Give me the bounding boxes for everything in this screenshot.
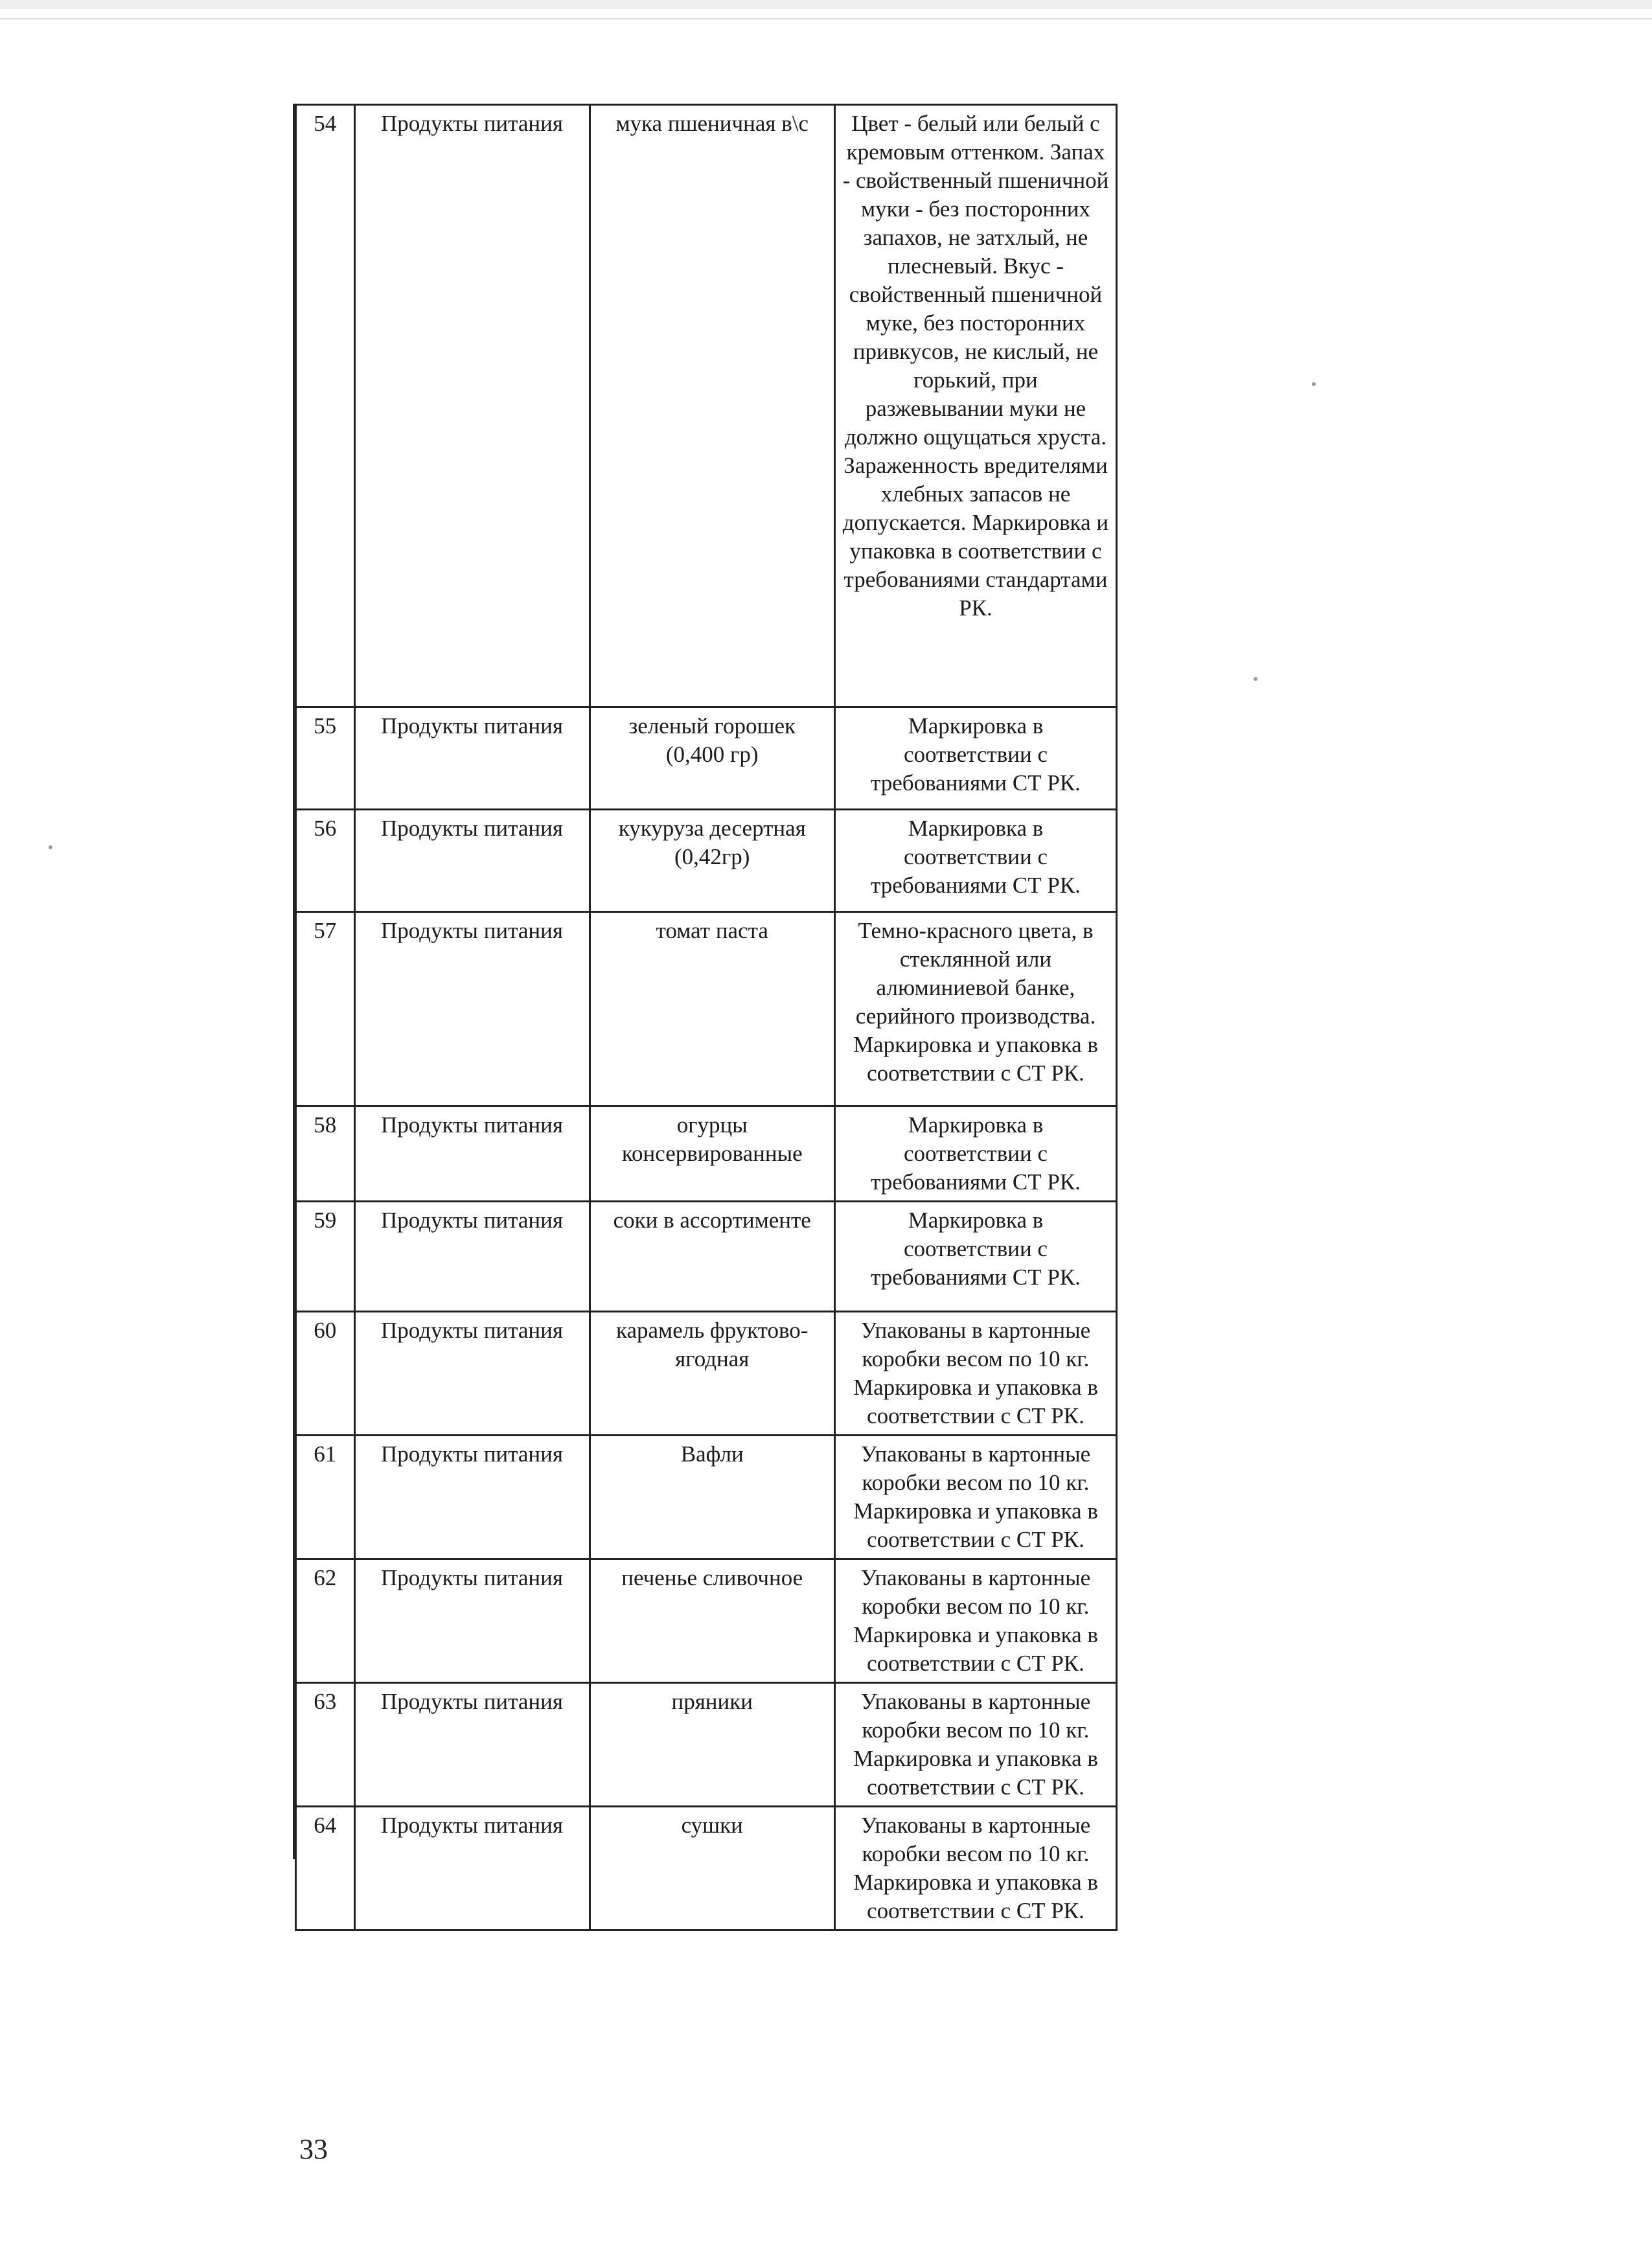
row-requirements: Маркировка в соответствии с требованиями СТ РК. [834,1106,1116,1202]
row-requirements: Упакованы в картонные коробки весом по 10 кг. Маркировка и упаковка в соответствии с СТ РК. [834,1436,1116,1559]
row-category: Продукты питания [354,912,590,1106]
row-category: Продукты питания [354,105,590,707]
table-row [296,105,1117,707]
row-number: 61 [296,1436,355,1559]
row-requirements: Упакованы в картонные коробки весом по 10 кг. Маркировка и упаковка в соответствии с СТ РК. [834,1559,1116,1683]
scan-edge [0,0,1652,9]
row-category: Продукты питания [354,1436,590,1559]
row-category: Продукты питания [354,1312,590,1436]
row-requirements: Цвет - белый или белый с кремовым оттенком. Запах - свойственный пшеничной муки - без посторонних запахов, не затхлый, не плесневый. Вкус - свойственный пшеничной муке, без посторонних привкусов, не кислый, не горький, при разжевывании муки не должно ощущаться хруста. Зараженность вредителями хлебных запасов не допускается. Маркировка и упаковка в соответствии с требованиями стандартами РК. [834,105,1116,707]
row-product: печенье сливочное [590,1559,834,1683]
scan-speck [49,845,52,849]
row-product: карамель фруктово-ягодная [590,1312,834,1436]
table-row [296,1807,1117,1930]
row-category: Продукты питания [354,1202,590,1312]
row-number: 57 [296,912,355,1106]
table-row [296,1436,1117,1559]
row-requirements: Маркировка в соответствии с требованиями СТ РК. [834,810,1116,912]
scan-speck [1254,677,1257,681]
row-category: Продукты питания [354,1559,590,1683]
row-requirements: Упакованы в картонные коробки весом по 10 кг. Маркировка и упаковка в соответствии с СТ РК. [834,1683,1116,1807]
row-product: сушки [590,1807,834,1930]
table-row [296,707,1117,810]
product-spec-table [295,104,1118,1931]
row-requirements: Маркировка в соответствии с требованиями СТ РК. [834,707,1116,810]
row-product: пряники [590,1683,834,1807]
row-number: 58 [296,1106,355,1202]
row-number: 59 [296,1202,355,1312]
row-number: 55 [296,707,355,810]
page-number: 33 [299,2133,328,2165]
row-product: соки в ассортименте [590,1202,834,1312]
row-product: зеленый горошек (0,400 гр) [590,707,834,810]
row-category: Продукты питания [354,810,590,912]
row-category: Продукты питания [354,1106,590,1202]
table-row [296,1202,1117,1312]
row-product: мука пшеничная в\с [590,105,834,707]
row-requirements: Темно-красного цвета, в стеклянной или алюминиевой банке, серийного производства. Маркировка и упаковка в соответствии с СТ РК. [834,912,1116,1106]
row-requirements: Маркировка в соответствии с требованиями СТ РК. [834,1202,1116,1312]
row-category: Продукты питания [354,707,590,810]
table-row [296,1683,1117,1807]
row-number: 60 [296,1312,355,1436]
row-requirements: Упакованы в картонные коробки весом по 10 кг. Маркировка и упаковка в соответствии с СТ РК. [834,1312,1116,1436]
row-requirements: Упакованы в картонные коробки весом по 10 кг. Маркировка и упаковка в соответствии с СТ РК. [834,1807,1116,1930]
row-product: огурцы консервированные [590,1106,834,1202]
row-number: 64 [296,1807,355,1930]
row-category: Продукты питания [354,1683,590,1807]
scan-speck [1312,382,1316,386]
table-row [296,1559,1117,1683]
table-row [296,810,1117,912]
table-row [296,1106,1117,1202]
row-product: томат паста [590,912,834,1106]
row-number: 62 [296,1559,355,1683]
scan-fold-line [0,18,1652,19]
row-number: 54 [296,105,355,707]
row-number: 63 [296,1683,355,1807]
row-product: Вафли [590,1436,834,1559]
row-number: 56 [296,810,355,912]
row-category: Продукты питания [354,1807,590,1930]
table-row [296,1312,1117,1436]
row-product: кукуруза десертная (0,42гр) [590,810,834,912]
table-row [296,912,1117,1106]
